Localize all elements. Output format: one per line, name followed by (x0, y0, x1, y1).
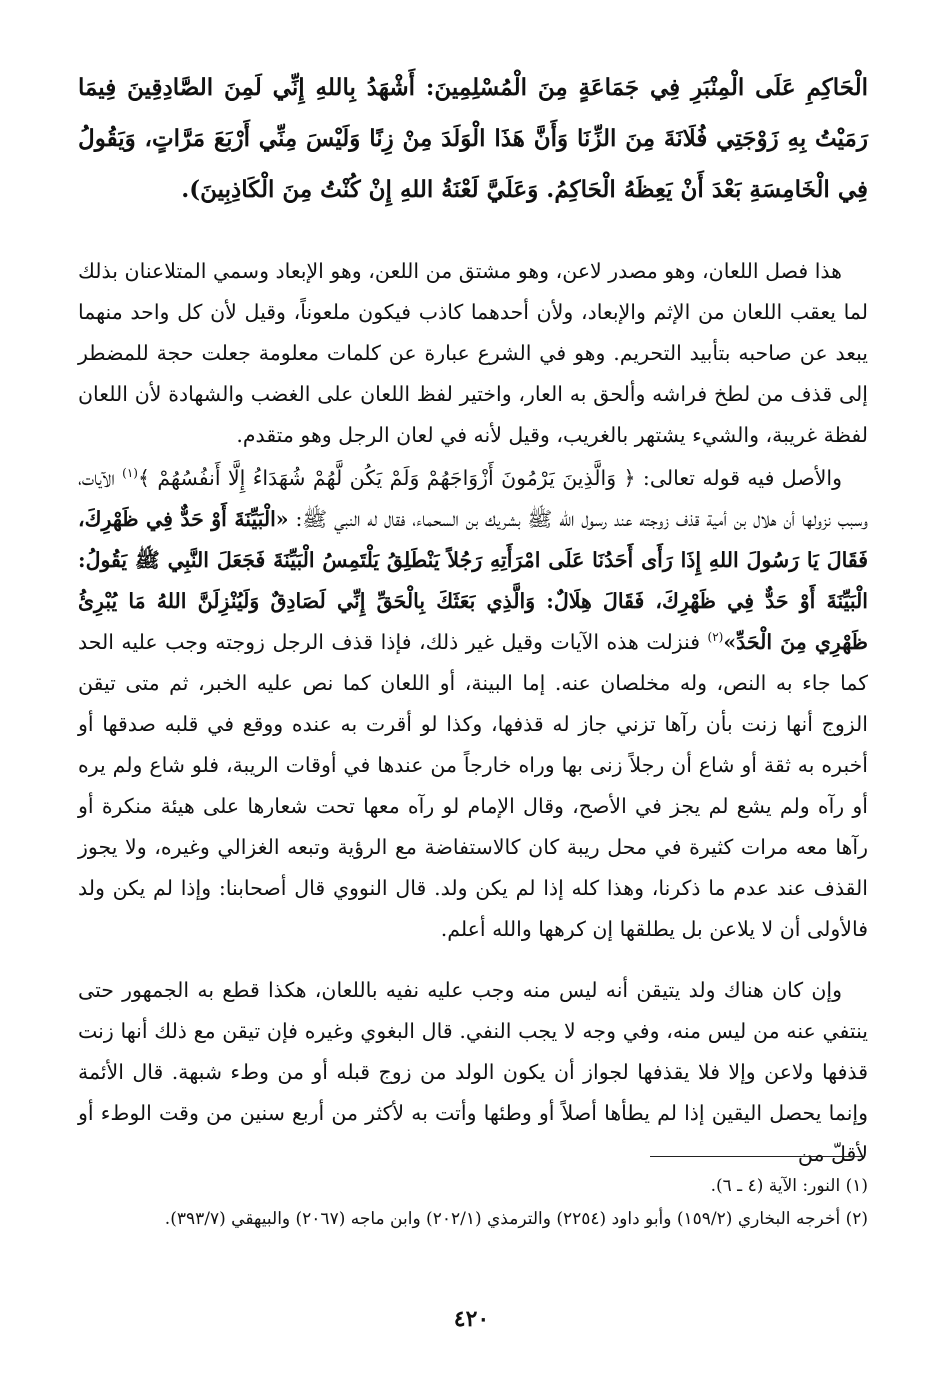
paragraph-child-denial: وإن كان هناك ولد يتيقن أنه ليس منه وجب عليه نفيه باللعان، هكذا قطع به الجمهور حتى ينتفي عنه من ليس منه، وفي وجه لا يجب النفي. قال البغوي وغيره فإن تيقن مع ذلك أنها زنت قذفها ولاعن وإلا فلا يقذفها لجواز أن يكون الولد من زوج قبله أو من وطء شبهة. قال الأئمة وإنما يحصل اليقين إذا لم يطأها أصلاً أو وطئها وأتت به لأكثر من أربع سنين من وقت الوطء أو لأقلّ من (78, 978, 868, 1166)
paragraph-lian-definition: هذا فصل اللعان، وهو مصدر لاعن، وهو مشتق من اللعن، وهو الإبعاد وسمي المتلاعنان بذلك لما يعقب اللعان من الإثم والإبعاد، ولأن أحدهما كاذب فيكون ملعوناً، وقيل لأن كل واحد منهما يبعد عن صاحبه بتأبيد التحريم. وهو في الشرع عبارة عن كلمات معلومة جعلت حجة للمضطر إلى قذف من لطخ فراشه وألحق به العار، واختير لفظ اللعان على الغضب والشهادة لأن اللعان لفظة غريبة، والشيء يشتهر بالغريب، وقيل لأنه في لعان الرجل وهو متقدم. (78, 259, 869, 447)
quran-verse: والأصل فيه قوله تعالى: ﴿ وَالَّذِينَ يَرْمُونَ أَزْوَاجَهُمْ وَلَمْ يَكُن لَّهُمْ شُهَدَاءُ إِلَّا أَنفُسُهُمْ ﴾ (137, 466, 843, 490)
hadith-text: «الْبَيِّنَةَ أَوْ حَدٌّ فِي ظَهْرِكَ، فَقَالَ يَا رَسُولَ اللهِ إِذَا رَأَى أَحَدُنَا عَلَى امْرَأَتِهِ رَجُلاً يَنْطَلِقُ يَلْتَمِسُ الْبَيِّنَةَ فَجَعَلَ النَّبِي ﷺ يَقُولُ: الْبَيِّنَةَ أَوْ حَدٌّ فِي ظَهْرِكَ، فَقَالَ هِلَالٌ: وَالَّذِي بَعَثَكَ بِالْحَقِّ إِنِّي لَصَادِقٌ وَلَيُنْزِلَنَّ اللهُ مَا يُبْرِئُ ظَهْرِي مِنَ الْحَدِّ» (78, 507, 869, 654)
page-body (78, 62, 868, 1175)
paragraph-lian-origin-text: الآيات، وسبب نزولها أن هلال بن أمية قذف زوجته عند رسول الله ﷺ بشريك بن السحماء، فقال له النبي ﷺ: (78, 466, 868, 531)
matn-text: الْحَاكِمِ عَلَى الْمِنْبَرِ فِي جَمَاعَةٍ مِنَ الْمُسْلِمِينَ: أَشْهَدُ بِاللهِ إِنِّي لَمِنَ الصَّادِقِينَ فِيمَا رَمَيْتُ بِهِ زَوْجَتِي فُلَانَةَ مِنَ الزِّنَا وَأَنَّ هَذَا الْوَلَدَ مِنْ زِنًا وَلَيْسَ مِنِّي أَرْبَعَ مَرَّاتٍ، وَيَقُولُ فِي الْخَامِسَةِ بَعْدَ أَنْ يَعِظَهُ الْحَاكِمُ. وَعَلَيَّ لَعْنَةُ اللهِ إِنْ كُنْتُ مِنَ الْكَاذِبِينَ). (78, 74, 868, 203)
footnote-ref-2[interactable]: (٢) (707, 630, 724, 645)
paragraph-lian-origin (78, 458, 868, 950)
footnote-divider (650, 1156, 865, 1157)
paragraph-lian-origin-rest: فنزلت هذه الآيات وقيل غير ذلك، فإذا قذف الرجل زوجته وجب عليه الحد كما جاء به النص، وله مخلصان عنه. إما البينة، أو اللعان كما نص عليه الخبر، ثم متى تيقن الزوج أنها زنت بأن رآها تزني جاز له قذفها، وكذا لو أقرت به عنده ووقع في قلبه صدقها أو أخبره به ثقة أو شاع أن رجلاً زنى بها وراه خارجاً من عندها في أوقات الريبة، فلو شاع ولم يره أو رآه ولم يشع لم يجز في الأصح، وقال الإمام لو رآه معها تحت شعارها على هيئة منكرة أو رآها معه مرات كثيرة في محل ريبة كان كالاستفاضة مع الرؤية وتبعه الغزالي وغيره، ولا يجوز القذف عند عدم ما ذكرنا، وهذا كله إذا لم يكن ولد. قال النووي قال أصحابنا: وإذا لم يكن ولد فالأولى أن لا يلاعن بل يطلقها إن كرهها والله أعلم. (78, 630, 868, 941)
page-number: ٤٢٠ (453, 1306, 490, 1332)
footnotes (78, 1170, 868, 1236)
footnote-2: (٢) أخرجه البخاري (١٥٩/٢) وأبو داود (٢٢٥٤) والترمذي (٢٠٢/١) وابن ماجه (٢٠٦٧) والبيهقي (٣٩٣/٧). (164, 1209, 868, 1229)
footnote-ref-1[interactable]: (١) (122, 466, 138, 481)
footnote-1: (١) النور: الآية (٤ ـ ٦). (710, 1176, 868, 1196)
